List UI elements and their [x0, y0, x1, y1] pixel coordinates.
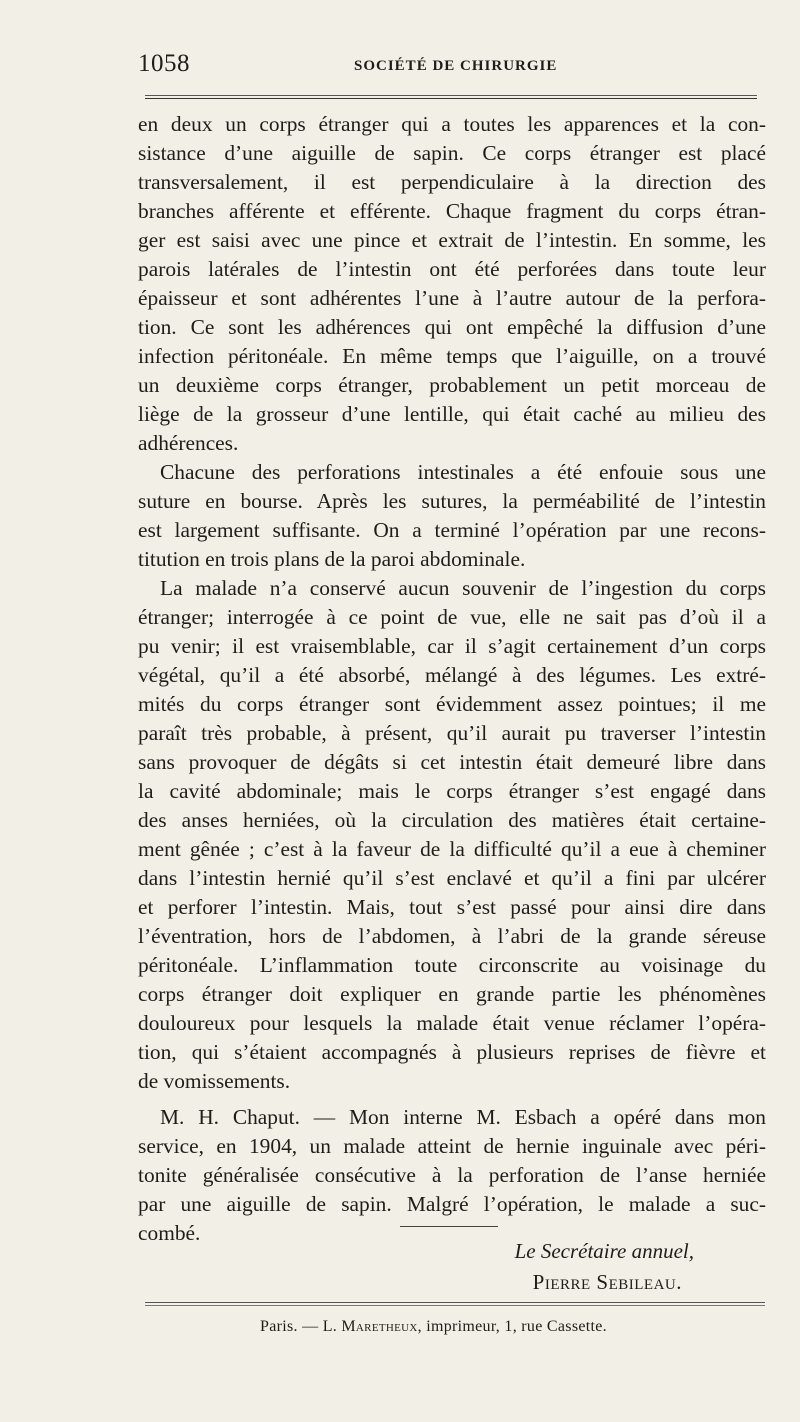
text-line: transversalement, il est perpendiculaire à la direction des	[138, 170, 766, 194]
text-line: infection péritonéale. En même temps que l’aiguille, on a trouvé	[138, 344, 766, 368]
text-line: service, en 1904, un malade atteint de hernie inguinale avec péri-	[138, 1134, 766, 1158]
body-text	[138, 110, 766, 1248]
printer-imprint	[260, 1318, 607, 1336]
text-line: tion. Ce sont les adhérences qui ont empêché la diffusion d’une	[138, 315, 766, 339]
signature-name: Pierre Sebileau.	[532, 1270, 682, 1294]
text-line: suture en bourse. Après les sutures, la perméabilité de l’intestin	[138, 489, 766, 513]
signature-block	[138, 1236, 694, 1298]
imprint-city: Paris. —	[260, 1318, 319, 1335]
text-line: Chacune des perforations intestinales a été enfouie sous une	[160, 460, 766, 484]
text-line: sans provoquer de dégâts si cet intestin était demeuré libre dans	[138, 750, 766, 774]
imprint-printer-name: Maretheux	[341, 1318, 418, 1335]
text-line: liège de la grosseur d’une lentille, qui était caché au milieu des	[138, 402, 766, 426]
footer-rule-double	[145, 1305, 765, 1306]
text-line: ger est saisi avec une pince et extrait de l’intestin. En somme, les	[138, 228, 766, 252]
text-line: et perforer l’intestin. Mais, tout s’est passé pour ainsi dire dans	[138, 895, 766, 919]
text-line: paraît très probable, à présent, qu’il aurait pu traverser l’intestin	[138, 721, 766, 745]
text-line: végétal, qu’il a été absorbé, mélangé à des légumes. Les extré-	[138, 663, 766, 687]
page-number: 1058	[138, 50, 190, 77]
text-line: un deuxième corps étranger, probablement un petit morceau de	[138, 373, 766, 397]
text-line: la cavité abdominale; mais le corps étranger s’est engagé dans	[138, 779, 766, 803]
signature-title: Le Secrétaire annuel,	[514, 1239, 694, 1263]
header-rule	[145, 95, 757, 96]
text-line: en deux un corps étranger qui a toutes les apparences et la con-	[138, 112, 766, 136]
signature-rule	[400, 1226, 498, 1227]
text-line: ment gênée ; c’est à la faveur de la difficulté qu’il a eue à cheminer	[138, 837, 766, 861]
text-line: des anses herniées, où la circulation des matières était certaine-	[138, 808, 766, 832]
text-line: dans l’intestin hernié qu’il s’est enclavé et qu’il a fini par ulcérer	[138, 866, 766, 890]
text-line: titution en trois plans de la paroi abdominale.	[138, 547, 526, 571]
running-head: SOCIÉTÉ DE CHIRURGIE	[354, 58, 558, 74]
text-line: combé.	[138, 1221, 201, 1245]
text-line: mités du corps étranger sont évidemment assez pointues; il me	[138, 692, 766, 716]
imprint-printer-initial: L.	[322, 1318, 338, 1335]
text-line: par une aiguille de sapin. Malgré l’opération, le malade a suc-	[138, 1192, 766, 1216]
header-rule-double	[145, 98, 757, 99]
page-header	[138, 50, 762, 82]
text-line: épaisseur et sont adhérentes l’une à l’autre autour de la perfora-	[138, 286, 766, 310]
text-line: La malade n’a conservé aucun souvenir de l’ingestion du corps	[160, 576, 766, 600]
text-line: tion, qui s’étaient accompagnés à plusieurs reprises de fièvre et	[138, 1040, 766, 1064]
text-line: branches afférente et efférente. Chaque fragment du corps étran-	[138, 199, 766, 223]
text-line: douloureux pour lesquels la malade était venue réclamer l’opéra-	[138, 1011, 766, 1035]
text-line: péritonéale. L’inflammation toute circonscrite au voisinage du	[138, 953, 766, 977]
text-line: adhérences.	[138, 431, 239, 455]
footer-rule	[145, 1302, 765, 1303]
text-line: est largement suffisante. On a terminé l’opération par une recons-	[138, 518, 766, 542]
imprint-address: , imprimeur, 1, rue Cassette.	[417, 1318, 607, 1335]
text-line: l’éventration, hors de l’abdomen, à l’abri de la grande séreuse	[138, 924, 766, 948]
text-line: pu venir; il est vraisemblable, car il s’agit certainement d’un corps	[138, 634, 766, 658]
text-line: M. H. Chaput. — Mon interne M. Esbach a opéré dans mon	[160, 1105, 766, 1129]
text-line: étranger; interrogée à ce point de vue, elle ne sait pas d’où il a	[138, 605, 766, 629]
paragraph-gap	[138, 1096, 766, 1103]
text-line: tonite généralisée consécutive à la perforation de l’anse herniée	[138, 1163, 766, 1187]
text-line: parois latérales de l’intestin ont été perforées dans toute leur	[138, 257, 766, 281]
text-line: de vomissements.	[138, 1069, 291, 1093]
text-line: corps étranger doit expliquer en grande partie les phénomènes	[138, 982, 766, 1006]
text-line: sistance d’une aiguille de sapin. Ce corps étranger est placé	[138, 141, 766, 165]
